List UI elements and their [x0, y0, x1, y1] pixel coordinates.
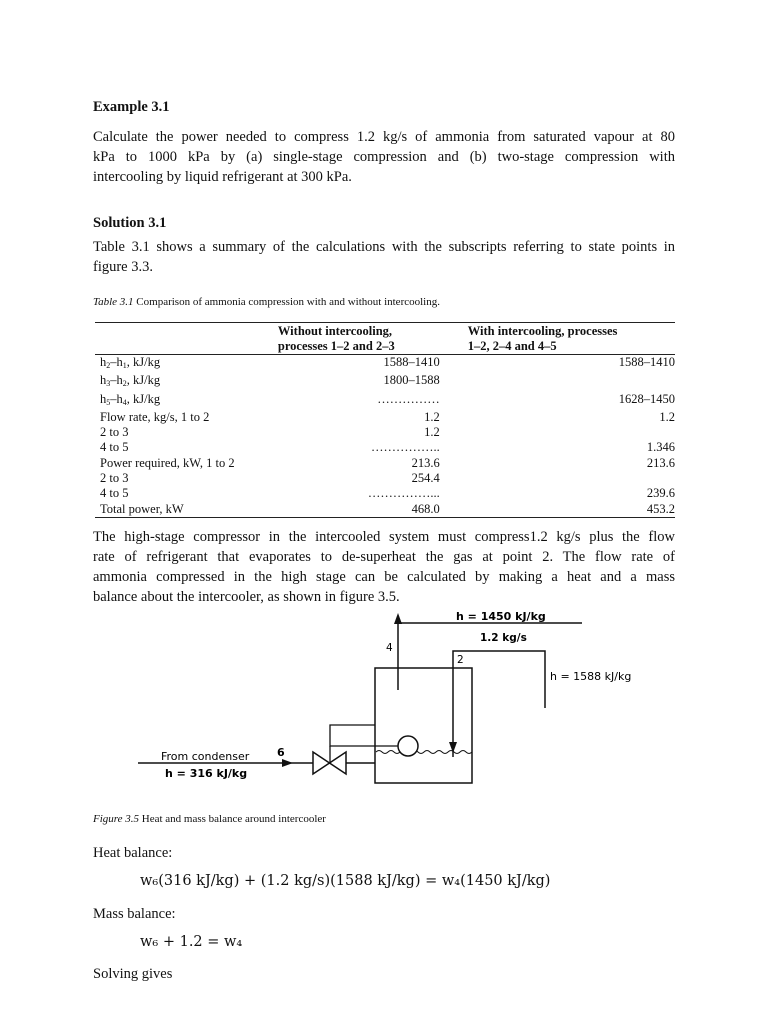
value-with: 1.346 [646, 440, 675, 455]
arrow-up-icon [394, 613, 402, 624]
label-h-top: h = 1450 kJ/kg [456, 610, 546, 623]
comparison-table [95, 322, 675, 518]
row-label: Total power, kW [95, 502, 278, 518]
row-label: 4 to 5 [100, 440, 129, 455]
label-h-right: h = 1588 kJ/kg [550, 670, 632, 683]
table-row [95, 392, 675, 410]
value-with [440, 425, 675, 440]
heat-balance-label: Heat balance: [93, 845, 173, 861]
value-with: 213.6 [646, 455, 675, 470]
text-line: Table 3.1 shows a summary of the calculations with the subscripts referring to state points in [93, 239, 675, 255]
body-paragraph [93, 527, 675, 607]
row-label: $h_3-h_2$, kJ/kg [100, 373, 161, 389]
text-line: ammonia compressed in the high stage can be calculated by making a heat and a mass [93, 569, 675, 585]
header-without-intercooling [278, 323, 440, 355]
table-caption-label: Table 3.1 [93, 296, 134, 308]
value-with: 239.6 [646, 486, 675, 501]
intercooler-diagram [130, 605, 650, 795]
value-without: 1.2 [424, 409, 440, 424]
figure-caption-text: Heat and mass balance around intercooler [141, 813, 326, 825]
table-row [95, 440, 675, 455]
header-with-intercooling [440, 323, 675, 355]
figure-caption [93, 813, 326, 825]
value-without: 1.2 [424, 425, 440, 440]
intercooler-vessel [375, 668, 472, 783]
value-with [440, 373, 675, 391]
value-with [440, 471, 675, 486]
table-row [95, 355, 675, 374]
float-icon [398, 736, 418, 756]
table-row [95, 373, 675, 391]
text-line: intercooling by liquid refrigerant at 300 kPa. [93, 169, 352, 185]
label-flow: 1.2 kg/s [480, 632, 527, 644]
table-caption-text: Comparison of ammonia compression with and without intercooling. [136, 296, 440, 308]
row-label: 2 to 3 [100, 425, 129, 440]
value-without: 1800–1588 [383, 373, 440, 388]
table-row [95, 486, 675, 501]
value-without: 468.0 [278, 502, 440, 518]
header-line: Without intercooling, [277, 324, 393, 338]
label-point-4: 4 [386, 642, 393, 654]
value-without: 213.6 [411, 455, 440, 470]
value-without: …………….. [370, 440, 440, 455]
row-label: $h_5-h_4$, kJ/kg [100, 391, 161, 407]
table-caption [93, 296, 440, 308]
example-paragraph [93, 127, 675, 187]
text-line: rate of refrigerant that evaporates to de-superheat the gas at point 2. The flow rate of [93, 549, 675, 565]
inlet-pipe-2 [453, 651, 545, 757]
row-label: Power required, kW, 1 to 2 [100, 455, 235, 470]
figure-caption-label: Figure 3.5 [93, 813, 140, 825]
value-without: ……………... [367, 486, 440, 501]
solving-gives: Solving gives [93, 966, 173, 982]
text-line: The high-stage compressor in the intercooled system must compress1.2 kg/s plus the flow [93, 529, 675, 545]
arrow-right-icon [282, 759, 293, 767]
label-point-6: 6 [277, 746, 285, 759]
text-line: figure 3.3. [93, 259, 153, 275]
row-label: 4 to 5 [100, 486, 129, 501]
header-line: 1–2, 2–4 and 4–5 [467, 339, 557, 353]
label-from-condenser: From condenser [161, 750, 250, 763]
value-without: 254.4 [411, 471, 440, 486]
solution-heading: Solution 3.1 [93, 215, 167, 231]
table-row [95, 456, 675, 471]
liquid-level [376, 751, 472, 754]
value-with: 1628–1450 [618, 391, 675, 406]
mass-balance-equation: w₆ + 1.2 = w₄ [140, 934, 243, 950]
header-line: With intercooling, processes [467, 324, 618, 338]
row-label: $h_2-h_1$, kJ/kg [100, 355, 161, 370]
label-point-2: 2 [457, 654, 464, 666]
text-line: Calculate the power needed to compress 1.2 kg/s of ammonia from saturated vapour at 80 [93, 129, 675, 145]
table-row [95, 425, 675, 440]
heat-balance-equation: w₆(316 kJ/kg) + (1.2 kg/s)(1588 kJ/kg) = w₄(1450 kJ/kg) [140, 873, 551, 889]
mass-balance-label: Mass balance: [93, 906, 176, 922]
row-label: 2 to 3 [100, 471, 129, 486]
value-with: 1.2 [659, 409, 675, 424]
header-cell-empty [95, 323, 278, 355]
float-linkage [330, 725, 398, 746]
row-label: Flow rate, kg/s, 1 to 2 [100, 409, 210, 424]
value-without: 1588–1410 [383, 355, 440, 369]
table-row [95, 502, 675, 518]
table-row [95, 471, 675, 486]
example-heading: Example 3.1 [93, 99, 170, 115]
value-with: 453.2 [440, 502, 675, 518]
solution-paragraph [93, 237, 675, 277]
table-header-row [95, 323, 675, 355]
label-h-left: h = 316 kJ/kg [165, 767, 248, 780]
value-with: 1588–1410 [618, 355, 675, 369]
table-row [95, 410, 675, 425]
header-line: processes 1–2 and 2–3 [277, 339, 395, 353]
value-without: …………… [377, 391, 440, 406]
text-line: balance about the intercooler, as shown in figure 3.5. [93, 589, 400, 605]
text-line: kPa to 1000 kPa by (a) single-stage compression and (b) two-stage compression with [93, 149, 675, 165]
